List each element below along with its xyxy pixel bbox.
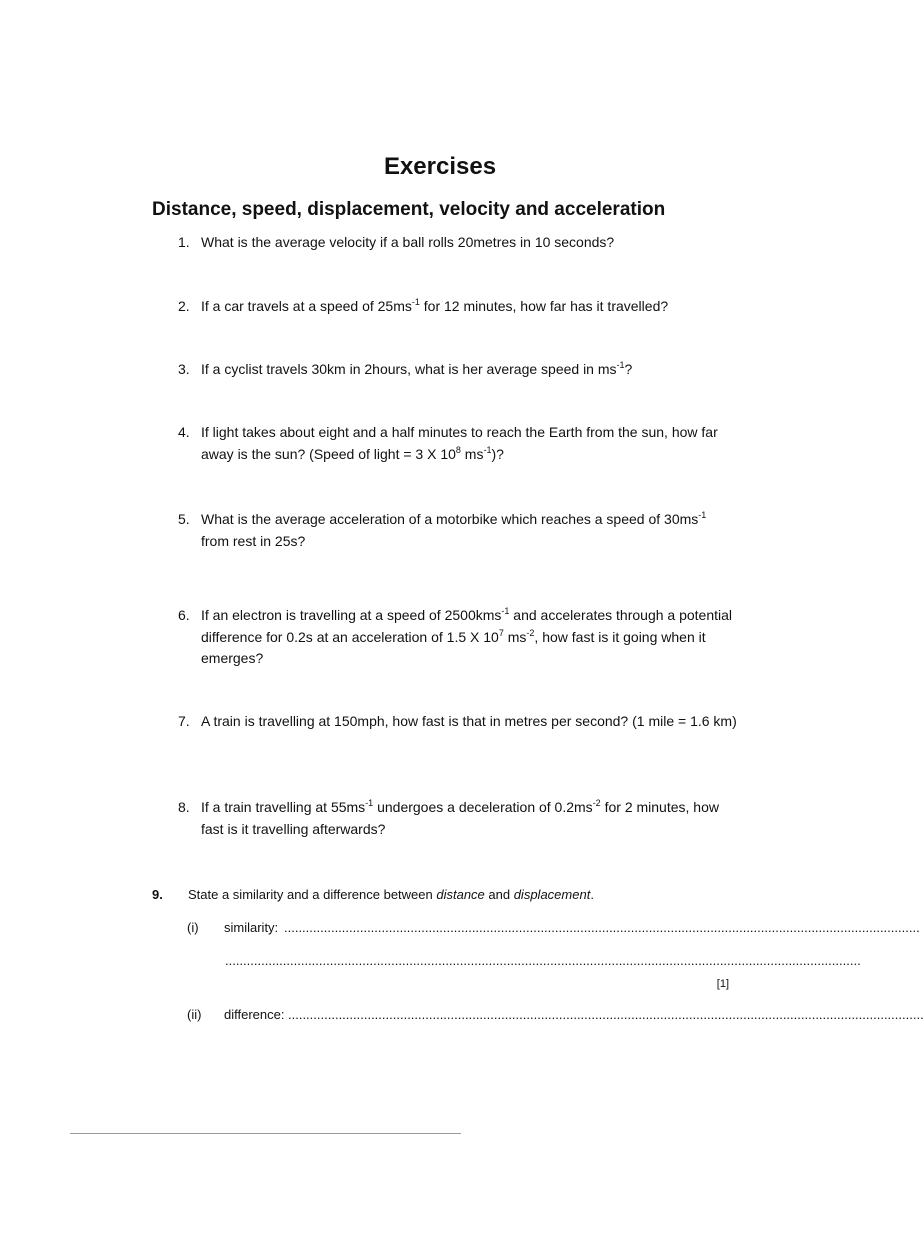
question-text: If an electron is travelling at a speed of 2500kms$^{-1}$ and accelerates through a potential difference for 0.2s at an acceleration of 1.5 X $10^7$ $ms^{-2}$, how fast is it going when it emerges? (201, 606, 733, 666)
question-number: 1. (178, 234, 190, 250)
question-number: 8. (178, 799, 190, 815)
question-number: 5. (178, 511, 190, 527)
section-heading: Distance, speed, displacement, velocity and acceleration (152, 199, 666, 220)
question-number: 2. (178, 298, 190, 314)
question-text: If light takes about eight and a half minutes to reach the Earth from the sun, how far away is the sun? (Speed of light = 3 X $10^8$ $ms^{-1}$)? (201, 424, 718, 462)
question-9 (152, 885, 752, 905)
question-number: 9. (152, 887, 163, 902)
marks-label: [1] (716, 978, 729, 990)
question-number: 6. (178, 607, 190, 623)
answer-line[interactable]: ................................................................................................................................................................................ (288, 1007, 924, 1022)
question-7 (178, 711, 738, 733)
question-text: If a train travelling at $55ms^{-1}$ undergoes a deceleration of $0.2ms^{-2}$ for 2 minutes, how fast is it travelling afterwards? (201, 798, 719, 837)
question-6 (178, 605, 738, 670)
sub-question-number: (ii) (187, 1007, 202, 1022)
question-text: If a car travels at a speed of $25ms^{-1}$ for 12 minutes, how far has it travelled? (201, 297, 669, 314)
question-text: State a similarity and a difference between distance and displacement. (188, 887, 594, 902)
question-text: What is the average velocity if a ball rolls 20metres in 10 seconds? (201, 234, 615, 250)
question-number: 3. (178, 361, 190, 377)
question-1 (178, 232, 738, 254)
question-number: 7. (178, 713, 190, 729)
question-8 (178, 797, 738, 840)
question-text: If a cyclist travels 30km in 2hours, what is her average speed in $ms^{-1}$? (201, 360, 633, 377)
sub-question-label: similarity: (224, 920, 279, 935)
sub-question-label: difference: (224, 1007, 285, 1022)
question-5 (178, 509, 738, 552)
question-3 (178, 359, 738, 381)
question-4 (178, 422, 738, 465)
answer-line[interactable]: ................................................................................................................................................................................ (225, 953, 861, 968)
footnote-separator (70, 1133, 461, 1134)
question-2 (178, 296, 738, 318)
answer-line[interactable]: ................................................................................................................................................................................ (284, 920, 920, 935)
sub-question-number: (i) (187, 920, 199, 935)
question-text: A train is travelling at 150mph, how fast is that in metres per second? (1 mile = 1.6 km) (201, 713, 737, 729)
question-number: 4. (178, 424, 190, 440)
question-text: What is the average acceleration of a motorbike which reaches a speed of $30ms^{-1}$ from rest in 25s? (201, 510, 707, 549)
page-title: Exercises (383, 153, 497, 180)
